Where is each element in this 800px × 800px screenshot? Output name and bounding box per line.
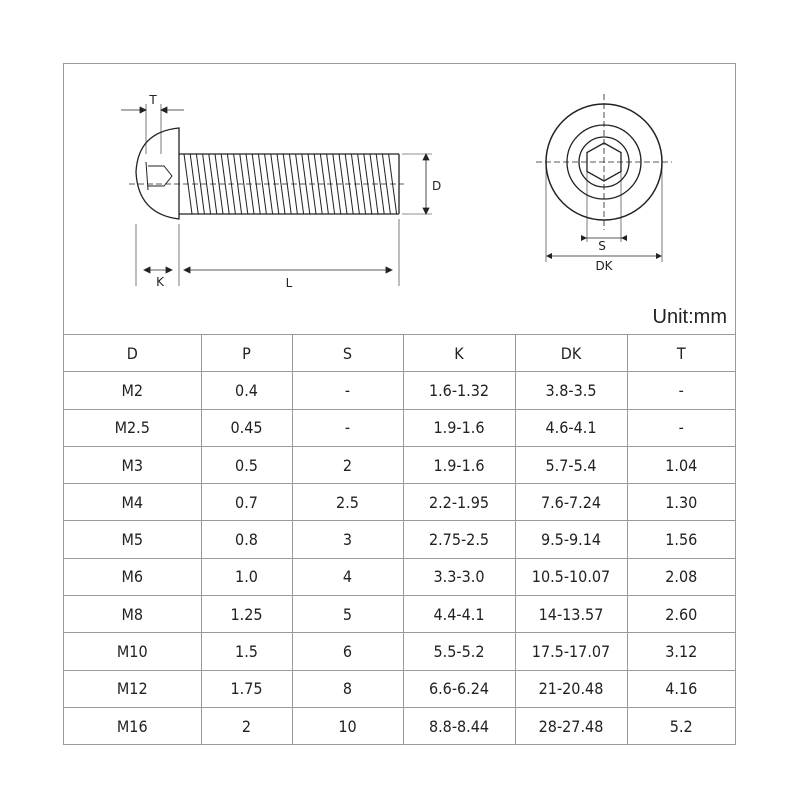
cell-p: 0.7 [201,484,292,521]
cell-k: 8.8-8.44 [403,707,515,744]
header-k: K [403,335,515,372]
cell-s: - [292,372,403,409]
cell-p: 0.5 [201,446,292,483]
spec-sheet-frame [63,63,736,745]
cell-t: 2.08 [627,558,735,595]
cell-t: 1.30 [627,484,735,521]
cell-k: 2.2-1.95 [403,484,515,521]
cell-d: M12 [64,670,201,707]
cell-dk: 5.7-5.4 [515,446,627,483]
cell-s: 10 [292,707,403,744]
header-t: T [627,335,735,372]
cell-t: 5.2 [627,707,735,744]
cell-dk: 21-20.48 [515,670,627,707]
dimension-d [402,154,432,214]
hex-socket-hint [148,166,172,186]
cell-dk: 3.8-3.5 [515,372,627,409]
cell-s: - [292,409,403,446]
cell-k: 1.9-1.6 [403,446,515,483]
label-s: S [598,239,606,253]
label-l: L [285,276,293,290]
header-dk: DK [515,335,627,372]
cell-p: 0.45 [201,409,292,446]
cell-d: M6 [64,558,201,595]
table-row [64,409,735,446]
spec-table [64,334,735,744]
table-row [64,521,735,558]
cell-t: - [627,372,735,409]
cell-s: 4 [292,558,403,595]
table-header-row [64,335,735,372]
cell-s: 2.5 [292,484,403,521]
cell-k: 3.3-3.0 [403,558,515,595]
cell-dk: 9.5-9.14 [515,521,627,558]
cell-d: M4 [64,484,201,521]
cell-k: 1.6-1.32 [403,372,515,409]
cell-k: 2.75-2.5 [403,521,515,558]
cell-s: 3 [292,521,403,558]
cell-d: M2 [64,372,201,409]
cell-p: 0.8 [201,521,292,558]
screw-drawing [64,64,737,334]
cell-p: 1.5 [201,633,292,670]
cell-k: 4.4-4.1 [403,596,515,633]
dimension-k-l [136,219,399,286]
cell-dk: 14-13.57 [515,596,627,633]
cell-k: 1.9-1.6 [403,409,515,446]
cell-d: M2.5 [64,409,201,446]
cell-s: 8 [292,670,403,707]
unit-label: Unit:mm [652,306,727,328]
label-dk: DK [595,259,613,273]
cell-t: 3.12 [627,633,735,670]
header-p: P [201,335,292,372]
table-row [64,596,735,633]
cell-dk: 17.5-17.07 [515,633,627,670]
table-row [64,707,735,744]
cell-d: M5 [64,521,201,558]
label-t: T [149,93,157,107]
spec-table-body [64,372,735,744]
cell-d: M8 [64,596,201,633]
table-row [64,446,735,483]
table-row [64,372,735,409]
table-row [64,558,735,595]
header-s: S [292,335,403,372]
label-d: D [432,179,442,193]
cell-d: M10 [64,633,201,670]
cell-s: 2 [292,446,403,483]
cell-t: 1.56 [627,521,735,558]
cell-p: 1.0 [201,558,292,595]
cell-k: 5.5-5.2 [403,633,515,670]
cell-dk: 7.6-7.24 [515,484,627,521]
table-row [64,670,735,707]
cell-dk: 10.5-10.07 [515,558,627,595]
cell-t: 1.04 [627,446,735,483]
screw-head-outline [136,128,179,219]
cell-k: 6.6-6.24 [403,670,515,707]
cell-t: 2.60 [627,596,735,633]
label-k: K [156,275,164,289]
cell-p: 1.75 [201,670,292,707]
cell-t: - [627,409,735,446]
cell-s: 5 [292,596,403,633]
cell-dk: 4.6-4.1 [515,409,627,446]
screw-side-view [129,128,404,219]
header-d: D [64,335,201,372]
cell-d: M3 [64,446,201,483]
table-row [64,633,735,670]
cell-p: 0.4 [201,372,292,409]
screw-top-view [536,94,672,262]
cell-dk: 28-27.48 [515,707,627,744]
cell-t: 4.16 [627,670,735,707]
cell-p: 2 [201,707,292,744]
cell-s: 6 [292,633,403,670]
cell-d: M16 [64,707,201,744]
cell-p: 1.25 [201,596,292,633]
table-row [64,484,735,521]
